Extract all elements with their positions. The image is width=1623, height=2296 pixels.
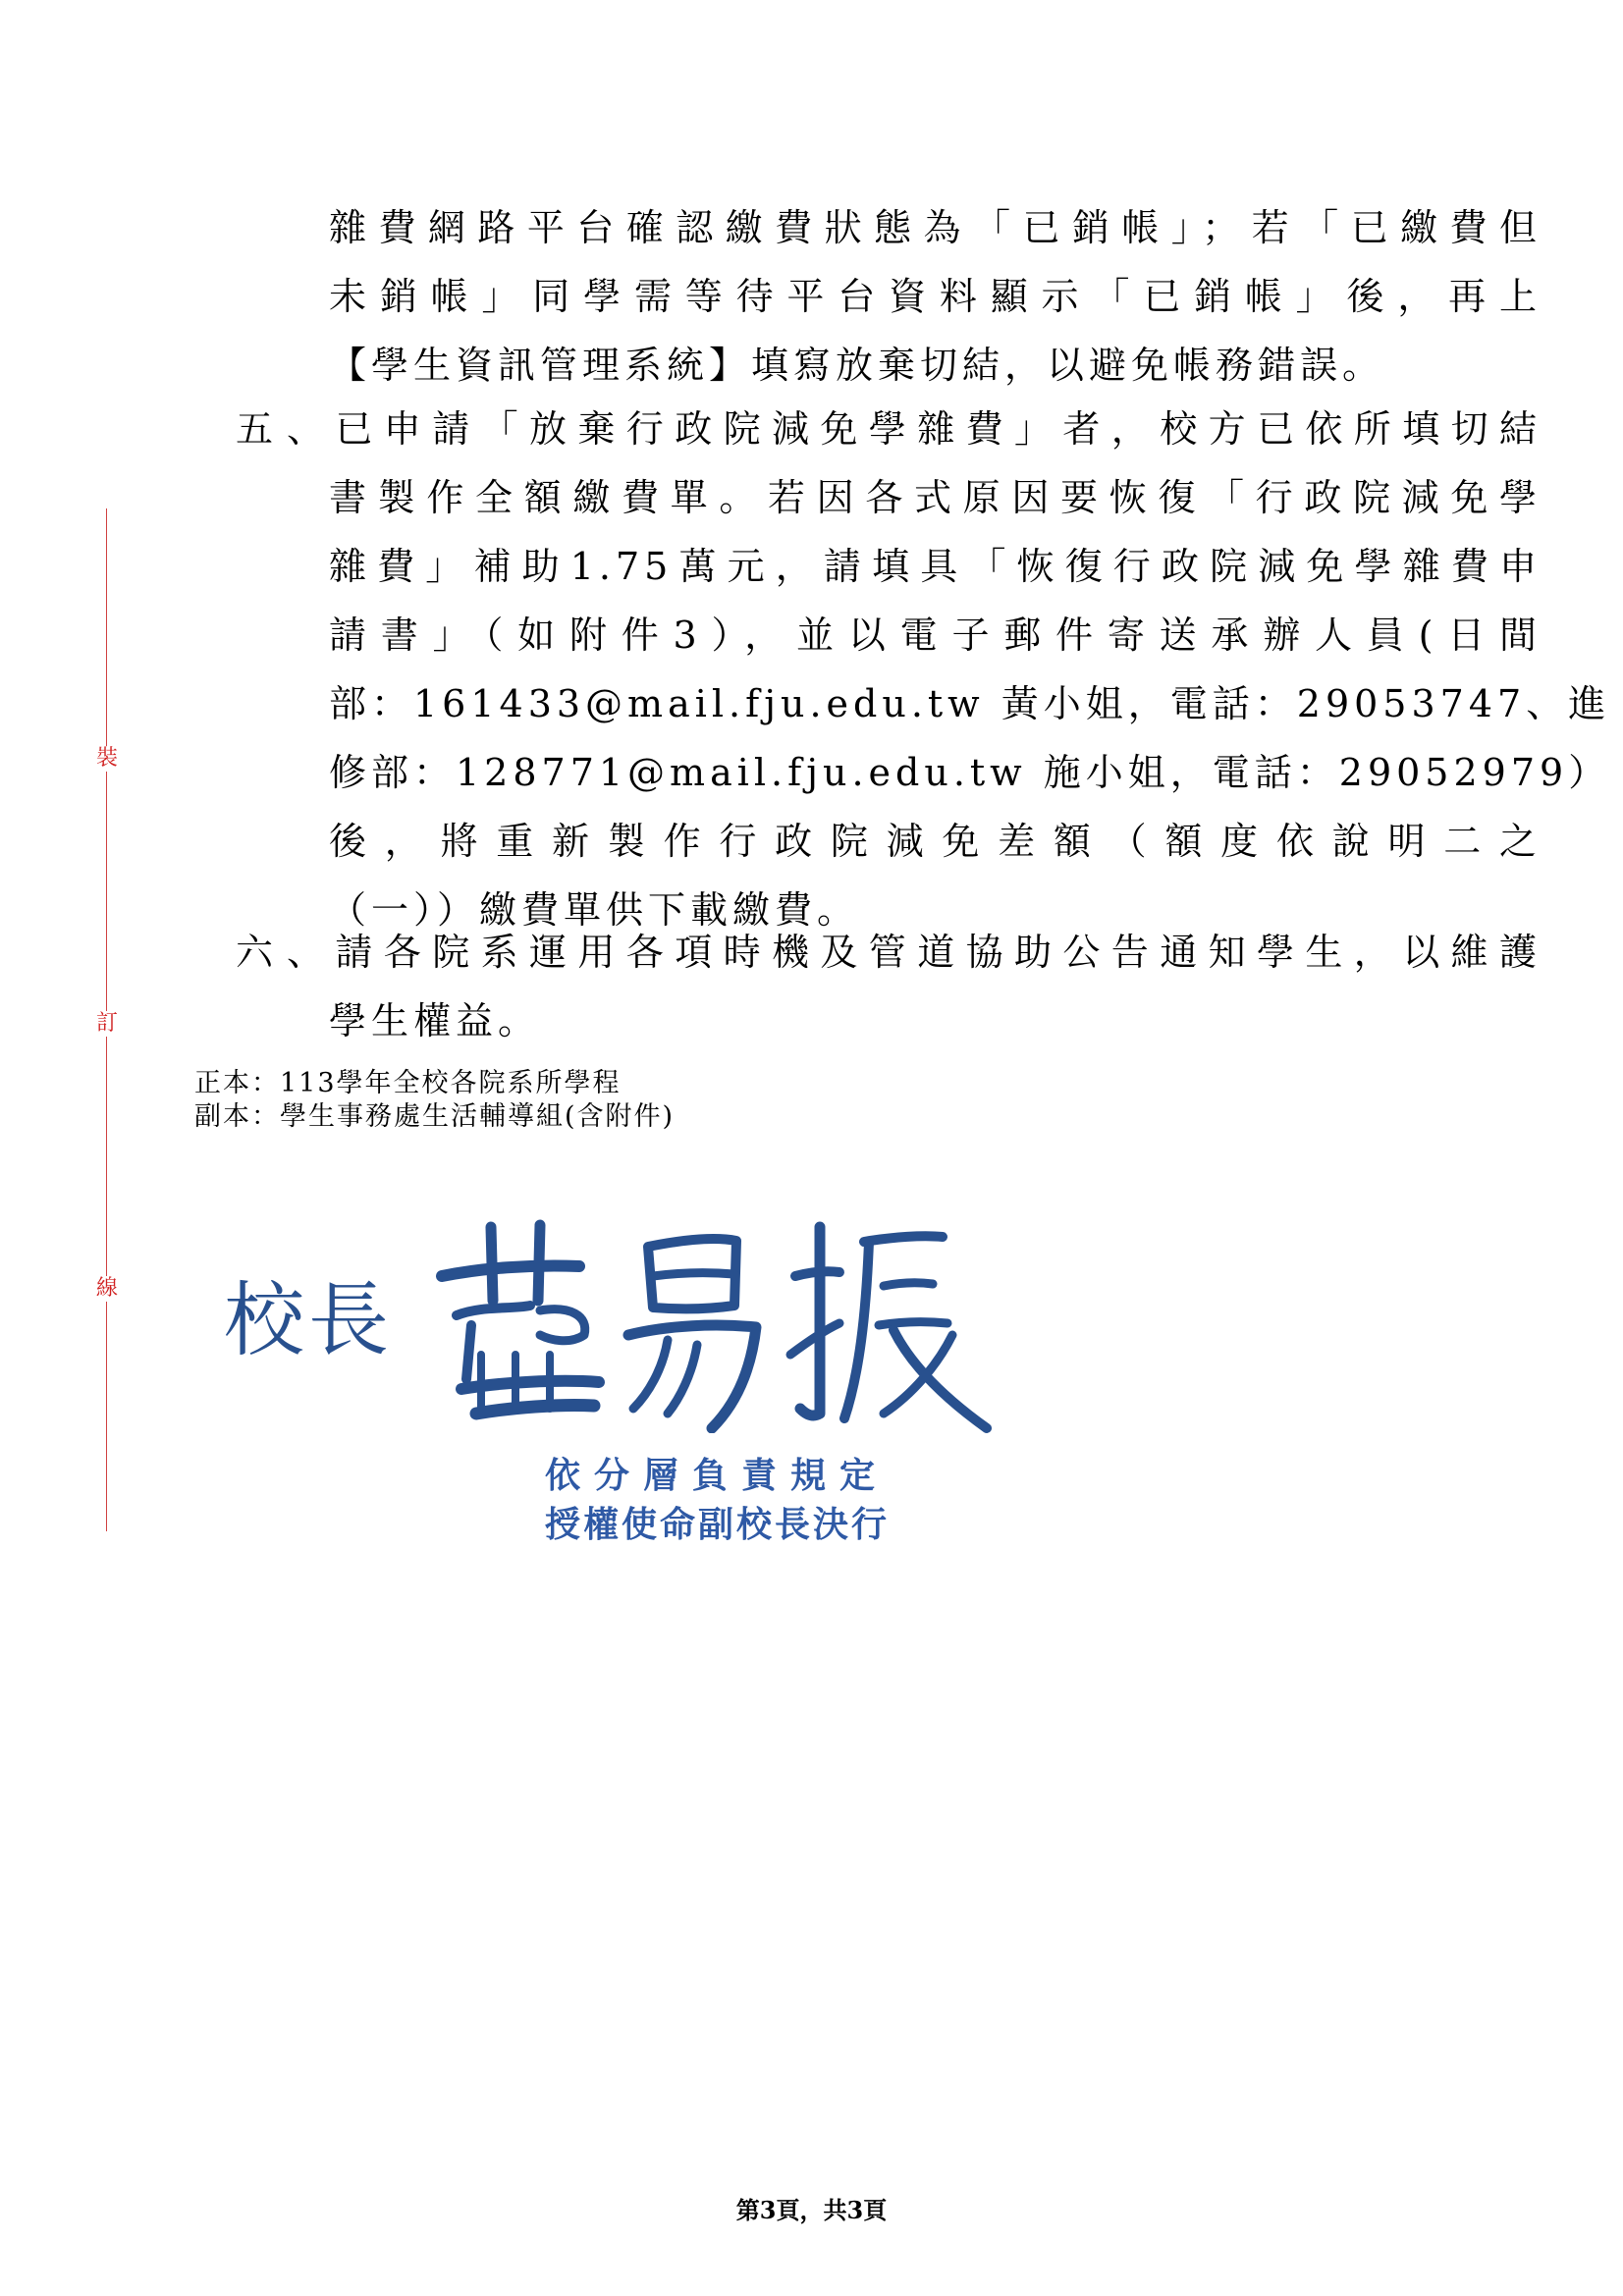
text-line: 六、請各院系運用各項時機及管道協助公告通知學生，以維護	[329, 918, 1542, 987]
page-number: 第3頁，共3頁	[735, 2196, 888, 2224]
item-six	[236, 918, 1542, 1055]
binding-char-xian: 線	[96, 1276, 119, 1301]
text-line: （一））繳費單供下載繳費。	[329, 888, 860, 932]
text-line: 未銷帳」同學需等待平台資料顯示「已銷帳」後，再上	[329, 275, 1542, 318]
text-line: 【學生資訊管理系統】填寫放棄切結，以避免帳務錯誤。	[329, 344, 1385, 387]
text-line: 部：161433@mail.fju.edu.tw 黃小姐，電話：29053747、進	[329, 682, 1611, 725]
text-line: 書製作全額繳費單。若因各式原因要恢復「行政院減免學	[329, 476, 1542, 519]
text-line: 請書」（如附件3），並以電子郵件寄送承辦人員(日間	[329, 614, 1542, 657]
delegation-line-2: 授權使命副校長決行	[545, 1505, 891, 1545]
binding-char-ding: 訂	[96, 1011, 119, 1036]
item-number: 六、	[236, 931, 329, 974]
text-line: 後，將重新製作行政院減免差額（額度依說明二之	[329, 820, 1542, 863]
copy-recipients: 副本：學生事務處生活輔導組(含附件)	[194, 1101, 676, 1132]
text-line: 學生權益。	[329, 999, 541, 1042]
continuation-paragraph	[236, 193, 1542, 400]
item-number: 五、	[236, 407, 329, 451]
text-line: 雜費」補助1.75萬元，請填具「恢復行政院減免學雜費申	[329, 545, 1542, 588]
original-recipients: 正本：113學年全校各院系所學程	[194, 1068, 622, 1098]
signature-title: 校長	[224, 1274, 394, 1367]
delegation-line-1: 依分層負責規定	[545, 1456, 890, 1496]
item-five	[236, 395, 1611, 944]
text-line: 修部：128771@mail.fju.edu.tw 施小姐，電話：29052979）	[329, 751, 1611, 794]
text-line: 五、已申請「放棄行政院減免學雜費」者，校方已依所填切結	[329, 395, 1542, 463]
president-signature	[422, 1207, 992, 1433]
text-line: 雜費網路平台確認繳費狀態為「已銷帳」；若「已繳費但	[329, 206, 1542, 249]
binding-char-zhuang: 裝	[96, 746, 119, 771]
